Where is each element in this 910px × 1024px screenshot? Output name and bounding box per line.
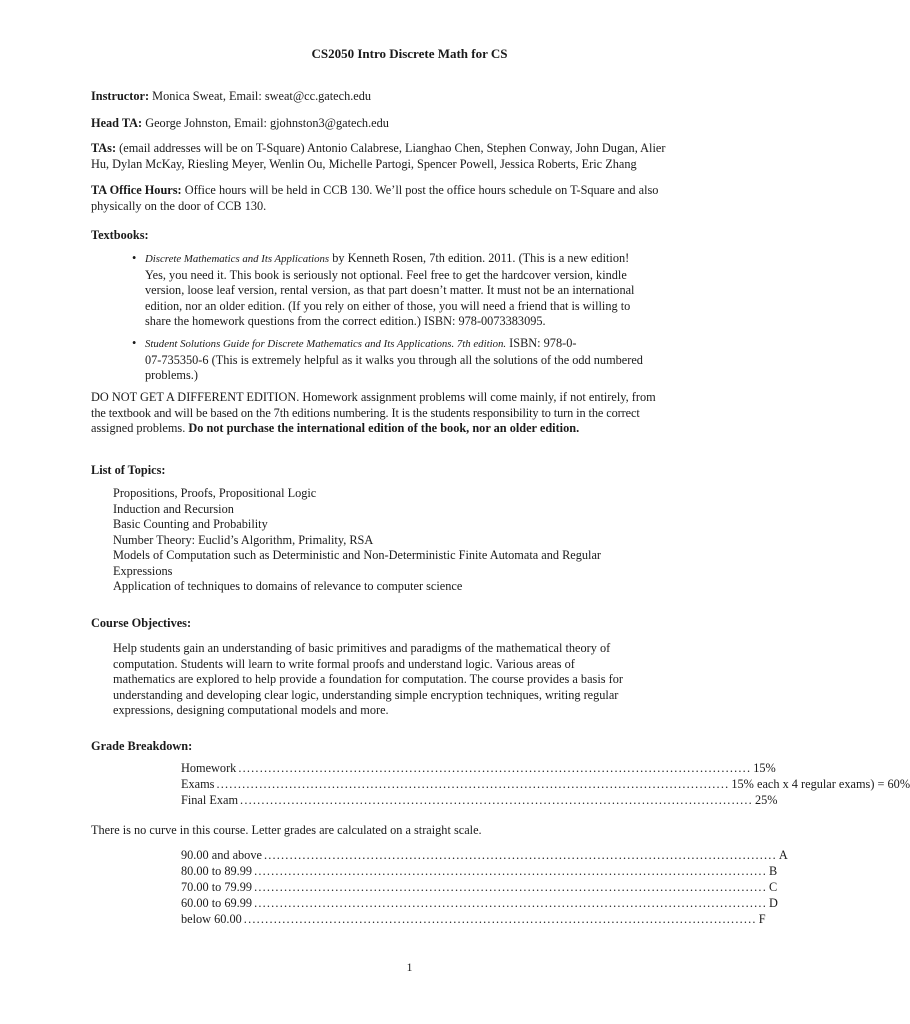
objectives-line: computation. Students will learn to write formal proofs and understand logic. Various areas of <box>113 656 575 671</box>
textbook-2-line-3: problems.) <box>145 368 198 382</box>
office-hours-line-2: physically on the door of CCB 130. <box>91 198 267 213</box>
textbook-2-title: Student Solutions Guide for Discrete Mathematics and Its Applications. 7th edition. <box>145 338 507 350</box>
textbook-1-line-4: edition, nor an older edition. (If you rely on either of those, you will need a friend that is willing to <box>145 298 631 313</box>
grade-row-homework: Homework ........................................................................................................................ 15% <box>181 761 776 775</box>
textbooks-heading: Textbooks: <box>91 228 149 242</box>
head-ta-label: Head TA: <box>91 116 143 130</box>
scale-row-grade: D <box>768 896 778 910</box>
topic-item: Induction and Recursion <box>113 501 234 516</box>
office-hours-label: TA Office Hours: <box>91 183 182 197</box>
objectives-paragraph <box>113 641 706 719</box>
scale-row-a: 90.00 and above ........................................................................................................................ A <box>181 848 788 862</box>
head-ta-line <box>91 116 728 132</box>
tas-line-2: Hu, Dylan McKay, Riesling Meyer, Wenlin Ou, Michelle Partogi, Spencer Powell, Jessica Roberts, Eric Zhang <box>91 156 637 171</box>
office-hours-line-1: Office hours will be held in CCB 130. We’ll post the office hours schedule on T-Square and also <box>184 183 659 197</box>
textbook-1-line-1: by Kenneth Rosen, 7th edition. 2011. (This is a new edition! <box>329 251 630 265</box>
objectives-line: understanding and developing clear logic, understanding simple encryption techniques, writing regular <box>113 687 619 702</box>
grade-row-exams: Exams ........................................................................................................................ 15% each x 4 regular exams) = 60% <box>181 777 910 791</box>
grade-row-value: 15% <box>753 761 776 775</box>
grade-row-final-exam: Final Exam ........................................................................................................................ 25% <box>181 793 778 807</box>
grade-row-label: Homework <box>181 761 237 775</box>
scale-row-d: 60.00 to 69.99 ........................................................................................................................ D <box>181 896 778 910</box>
topic-item: Models of Computation such as Deterministic and Non-Deterministic Finite Automata and Regular <box>113 548 602 562</box>
curve-note: There is no curve in this course. Letter grades are calculated on a straight scale. <box>91 823 482 837</box>
textbook-1-title: Discrete Mathematics and Its Applications <box>145 253 330 265</box>
edition-warning-line-1: DO NOT GET A DIFFERENT EDITION. Homework assignment problems will come mainly, if not entirely, from <box>91 390 656 404</box>
textbook-2-line-1: ISBN: 978-0- <box>506 336 577 350</box>
grade-row-label: Exams <box>181 777 215 791</box>
objectives-line: mathematics are explored to help provide a foundation for computation. The course provides a basis for <box>113 672 623 686</box>
edition-warning-line-2: the textbook and will be based on the 7th editions numbering. It is the students responsibility to turn in the correct <box>91 405 640 420</box>
topics-list <box>113 486 706 595</box>
scale-row-label: 60.00 to 69.99 <box>181 896 253 910</box>
objectives-heading: Course Objectives: <box>91 616 192 630</box>
tas-paragraph <box>91 141 728 172</box>
bullet-icon: • <box>132 251 137 265</box>
topics-heading: List of Topics: <box>91 463 166 477</box>
edition-warning-bold: Do not purchase the international edition of the book, nor an older edition. <box>188 421 580 435</box>
topic-item: Expressions <box>113 563 173 578</box>
scale-row-grade: C <box>768 880 778 894</box>
edition-warning-line-3: assigned problems. <box>91 421 189 435</box>
scale-row-grade: B <box>768 864 778 878</box>
textbook-1-line-3: version, loose leaf version, rental version, as that part doesn’t matter. It must not be an international <box>145 283 635 297</box>
textbook-2-line-2: 07-735350-6 (This is extremely helpful as it walks you through all the solutions of the odd numbered <box>145 352 643 367</box>
bullet-icon: • <box>132 336 137 350</box>
textbook-1-line-2: Yes, you need it. This book is seriously not optional. Feel free to get the hardcover version, kindle <box>145 267 627 282</box>
page-number: 1 <box>406 960 413 974</box>
objectives-line: expressions, designing computational models and more. <box>113 703 389 717</box>
tas-label: TAs: <box>91 141 117 155</box>
grade-row-value: 15% each x 4 regular exams) = 60% <box>731 777 910 791</box>
scale-row-label: 90.00 and above <box>181 848 262 862</box>
head-ta-text: George Johnston, Email: gjohnston3@gatech.edu <box>145 116 389 130</box>
office-hours-paragraph <box>91 183 728 214</box>
tas-line-1: (email addresses will be on T-Square) Antonio Calabrese, Lianghao Chen, Stephen Conway, John Dugan, Alier <box>119 141 666 155</box>
grade-breakdown-heading: Grade Breakdown: <box>91 739 193 753</box>
instructor-line <box>91 89 728 105</box>
topic-item: Propositions, Proofs, Propositional Logic <box>113 486 317 500</box>
scale-row-label: below 60.00 <box>181 912 242 926</box>
scale-row-grade: A <box>778 848 788 862</box>
scale-row-c: 70.00 to 79.99 ........................................................................................................................ C <box>181 880 778 894</box>
scale-row-label: 70.00 to 79.99 <box>181 880 253 894</box>
edition-warning-paragraph <box>91 390 728 437</box>
page-title: CS2050 Intro Discrete Math for CS <box>311 46 508 61</box>
instructor-label: Instructor: <box>91 89 150 103</box>
grade-row-label: Final Exam <box>181 793 239 807</box>
objectives-line: Help students gain an understanding of basic primitives and paradigms of the mathematical theory of <box>113 641 611 655</box>
grade-row-value: 25% <box>754 793 778 807</box>
instructor-text: Monica Sweat, Email: sweat@cc.gatech.edu <box>152 89 372 103</box>
scale-row-f: below 60.00 ........................................................................................................................ F <box>181 912 766 926</box>
textbook-1-line-5: share the homework questions from the correct edition.) ISBN: 978-0073383095. <box>145 314 546 328</box>
scale-row-label: 80.00 to 89.99 <box>181 864 253 878</box>
topic-item: Basic Counting and Probability <box>113 517 268 531</box>
topic-item: Number Theory: Euclid’s Algorithm, Primality, RSA <box>113 532 374 547</box>
scale-row-b: 80.00 to 89.99 ........................................................................................................................ B <box>181 864 778 878</box>
scale-row-grade: F <box>758 912 766 926</box>
topic-item: Application of techniques to domains of relevance to computer science <box>113 579 463 593</box>
